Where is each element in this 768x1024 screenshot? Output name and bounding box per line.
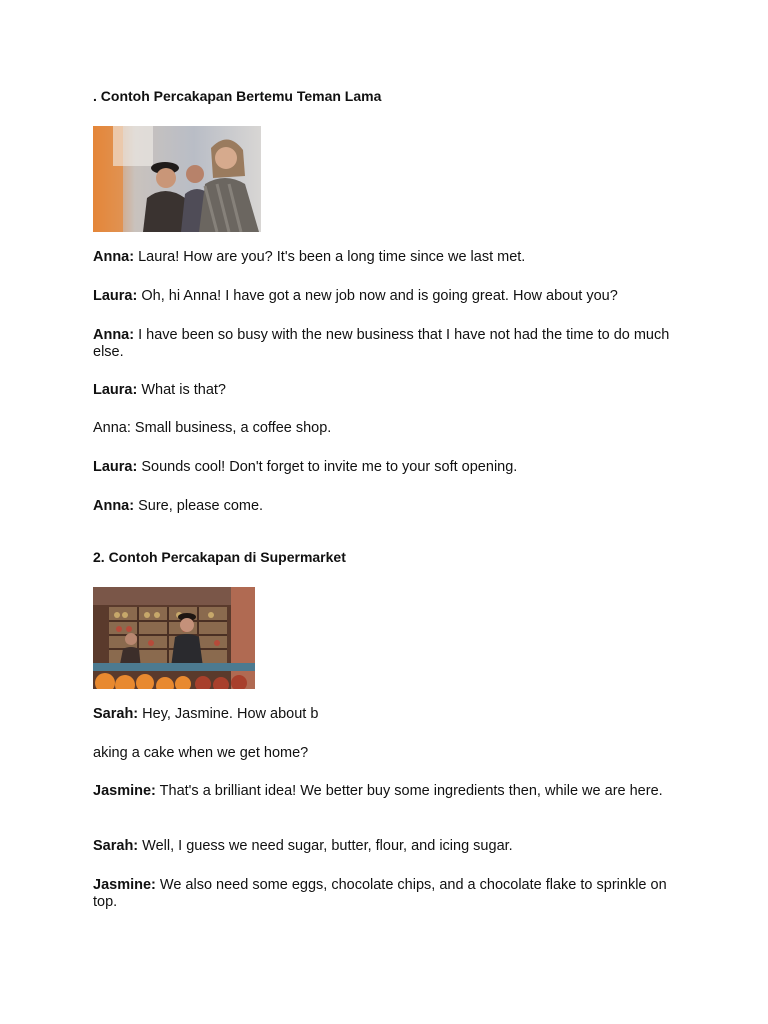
dialogue-line [93,783,683,800]
dialogue-line [93,249,683,266]
section-title: 2. Contoh Percakapan di Supermarket [93,549,346,565]
speaker-name: Jasmine: [93,877,156,893]
dialogue-text: Anna: Small business, a coffee shop. [93,420,332,436]
speaker-name: Anna: [93,249,135,265]
dialogue-text: Sounds cool! Don't forget to invite me to your soft opening. [137,459,518,475]
speaker-name: Anna: [93,327,135,343]
dialogue-text: aking a cake when we get home? [93,745,309,761]
dialogue-text: Oh, hi Anna! I have got a new job now and is going great. How about you? [137,288,618,304]
dialogue-line [93,288,683,305]
section-title: . Contoh Percakapan Bertemu Teman Lama [93,88,382,104]
dialogue-line [93,838,683,855]
speaker-name: Laura: [93,288,138,304]
dialogue-line [93,498,683,515]
dialogue-text: Well, I guess we need sugar, butter, flour, and icing sugar. [138,838,513,854]
dialogue-line [93,382,683,399]
dialogue-line [93,706,683,723]
speaker-name: Sarah: [93,838,139,854]
dialogue-line [93,459,683,476]
dialogue-line [93,745,683,762]
dialogue-text: What is that? [137,382,226,398]
market-stall-photo [93,587,255,689]
dialogue-text: Laura! How are you? It's been a long time since we last met. [134,249,526,265]
dialogue-line [93,877,683,911]
dialogue-text: Sure, please come. [134,498,264,514]
dialogue-text: Hey, Jasmine. How about b [138,706,319,722]
dialogue-line [93,420,683,437]
friends-meeting-photo [93,126,261,232]
speaker-name: Laura: [93,382,138,398]
speaker-name: Anna: [93,498,135,514]
speaker-name: Laura: [93,459,138,475]
dialogue-line [93,327,683,361]
speaker-name: Sarah: [93,706,139,722]
speaker-name: Jasmine: [93,783,156,799]
dialogue-text: That's a brilliant idea! We better buy some ingredients then, while we are here. [155,783,663,799]
dialogue-text: I have been so busy with the new business that I have not had the time to do much else. [93,327,670,360]
dialogue-text: We also need some eggs, chocolate chips, and a chocolate flake to sprinkle on top. [93,877,667,910]
